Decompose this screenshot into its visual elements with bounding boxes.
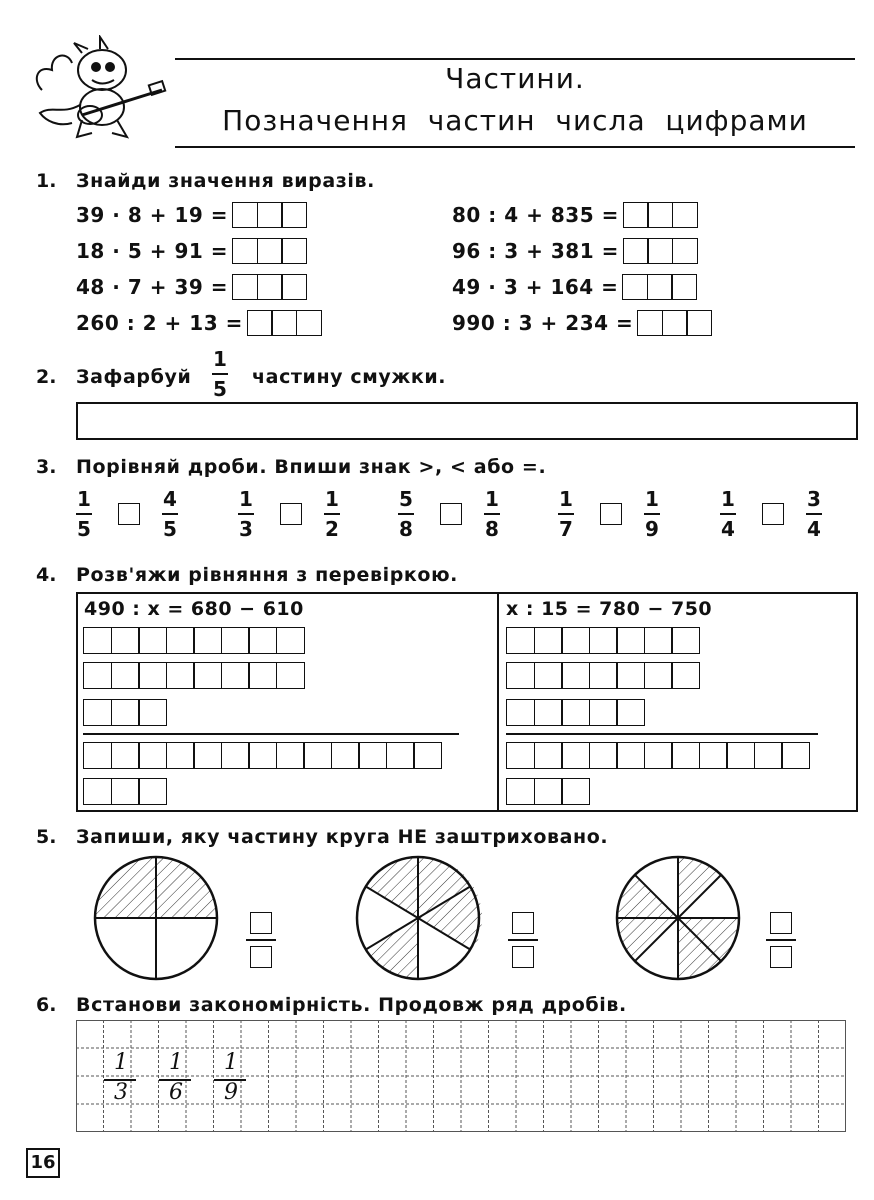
- page-title-line1: Частини.: [445, 62, 585, 95]
- check-cells[interactable]: [506, 742, 810, 769]
- answer-cells[interactable]: [623, 238, 698, 264]
- circle-sixths: [357, 857, 482, 979]
- fraction: 5 8: [399, 487, 413, 541]
- fraction: 4 5: [163, 487, 177, 541]
- handwritten-denominator: 6: [169, 1080, 183, 1105]
- page-title-line2: Позначення частин числа цифрами: [222, 104, 808, 137]
- check-cells[interactable]: [83, 742, 442, 769]
- task4-instruction: Розв'яжи рівняння з перевіркою.: [76, 564, 458, 586]
- task3-instruction: Порівняй дроби. Впиши знак >, < або =.: [76, 456, 547, 478]
- answer-fraction-boxes[interactable]: [766, 912, 796, 968]
- task1-expression: 96 : 3 + 381 =: [452, 238, 698, 264]
- task1-expression: 18 · 5 + 91 =: [76, 238, 307, 264]
- answer-cells[interactable]: [232, 202, 307, 228]
- handwritten-denominator: 3: [114, 1080, 128, 1105]
- equation-divider: [497, 592, 499, 812]
- handwritten-numerator: 1: [224, 1050, 238, 1075]
- answer-cells[interactable]: [622, 274, 697, 300]
- equation-left: 490 : x = 680 − 610: [84, 598, 304, 620]
- check-separator-line: [506, 733, 818, 735]
- task1-expression: 48 · 7 + 39 =: [76, 274, 307, 300]
- task4-number: 4.: [36, 564, 57, 586]
- writing-grid[interactable]: [76, 1020, 846, 1132]
- task2-text-before: Зафарбуй: [76, 366, 192, 388]
- task6-number: 6.: [36, 994, 57, 1016]
- task1-instruction: Знайди значення виразів.: [76, 170, 375, 192]
- compare-sign-box[interactable]: [762, 503, 784, 525]
- solution-cells[interactable]: [83, 662, 305, 689]
- task2-number: 2.: [36, 366, 57, 388]
- compare-sign-box[interactable]: [440, 503, 462, 525]
- task2-text-after: частину смужки.: [252, 366, 447, 388]
- task1-expression: 49 · 3 + 164 =: [452, 274, 697, 300]
- circle-eighths: [617, 857, 739, 979]
- circle-quarters: [95, 857, 217, 979]
- solution-cells[interactable]: [506, 627, 700, 654]
- fraction: 1 9: [645, 487, 659, 541]
- answer-fraction-boxes[interactable]: [508, 912, 538, 968]
- task3-number: 3.: [36, 456, 57, 478]
- fraction: 1 5: [77, 487, 91, 541]
- solution-cells[interactable]: [506, 699, 645, 726]
- title-bottom-rule: [175, 146, 855, 148]
- compare-sign-box[interactable]: [600, 503, 622, 525]
- fraction: 1 4: [721, 487, 735, 541]
- task2-fraction: 1 5: [213, 347, 227, 401]
- solution-cells[interactable]: [83, 699, 167, 726]
- solution-cells[interactable]: [506, 662, 700, 689]
- answer-cells[interactable]: [623, 202, 698, 228]
- equation-frame: [76, 592, 858, 812]
- fraction: 1 7: [559, 487, 573, 541]
- page-number: 16: [26, 1148, 60, 1178]
- task1-expression: 260 : 2 + 13 =: [76, 310, 322, 336]
- fraction: 1 2: [325, 487, 339, 541]
- task6-instruction: Встанови закономірність. Продовж ряд дробів.: [76, 994, 627, 1016]
- check-separator-line: [83, 733, 459, 735]
- title-top-rule: [175, 58, 855, 60]
- task1-expression: 39 · 8 + 19 =: [76, 202, 307, 228]
- task5-number: 5.: [36, 826, 57, 848]
- dragon-mascot-illustration: [22, 35, 172, 145]
- check-cells[interactable]: [506, 778, 590, 805]
- answer-cells[interactable]: [232, 274, 307, 300]
- strip-to-color[interactable]: [76, 402, 858, 440]
- equation-right: x : 15 = 780 − 750: [506, 598, 713, 620]
- compare-sign-box[interactable]: [280, 503, 302, 525]
- task1-expression: 990 : 3 + 234 =: [452, 310, 712, 336]
- answer-cells[interactable]: [247, 310, 322, 336]
- handwritten-denominator: 9: [224, 1080, 238, 1105]
- answer-cells[interactable]: [232, 238, 307, 264]
- fraction: 1 8: [485, 487, 499, 541]
- answer-fraction-boxes[interactable]: [246, 912, 276, 968]
- fraction: 1 3: [239, 487, 253, 541]
- check-cells[interactable]: [83, 778, 167, 805]
- handwritten-numerator: 1: [114, 1050, 128, 1075]
- compare-sign-box[interactable]: [118, 503, 140, 525]
- fraction: 3 4: [807, 487, 821, 541]
- task1-expression: 80 : 4 + 835 =: [452, 202, 698, 228]
- answer-cells[interactable]: [637, 310, 712, 336]
- task5-instruction: Запиши, яку частину круга НЕ заштриховано.: [76, 826, 609, 848]
- circles-figure: [90, 852, 860, 987]
- handwritten-numerator: 1: [169, 1050, 183, 1075]
- solution-cells[interactable]: [83, 627, 305, 654]
- task1-number: 1.: [36, 170, 57, 192]
